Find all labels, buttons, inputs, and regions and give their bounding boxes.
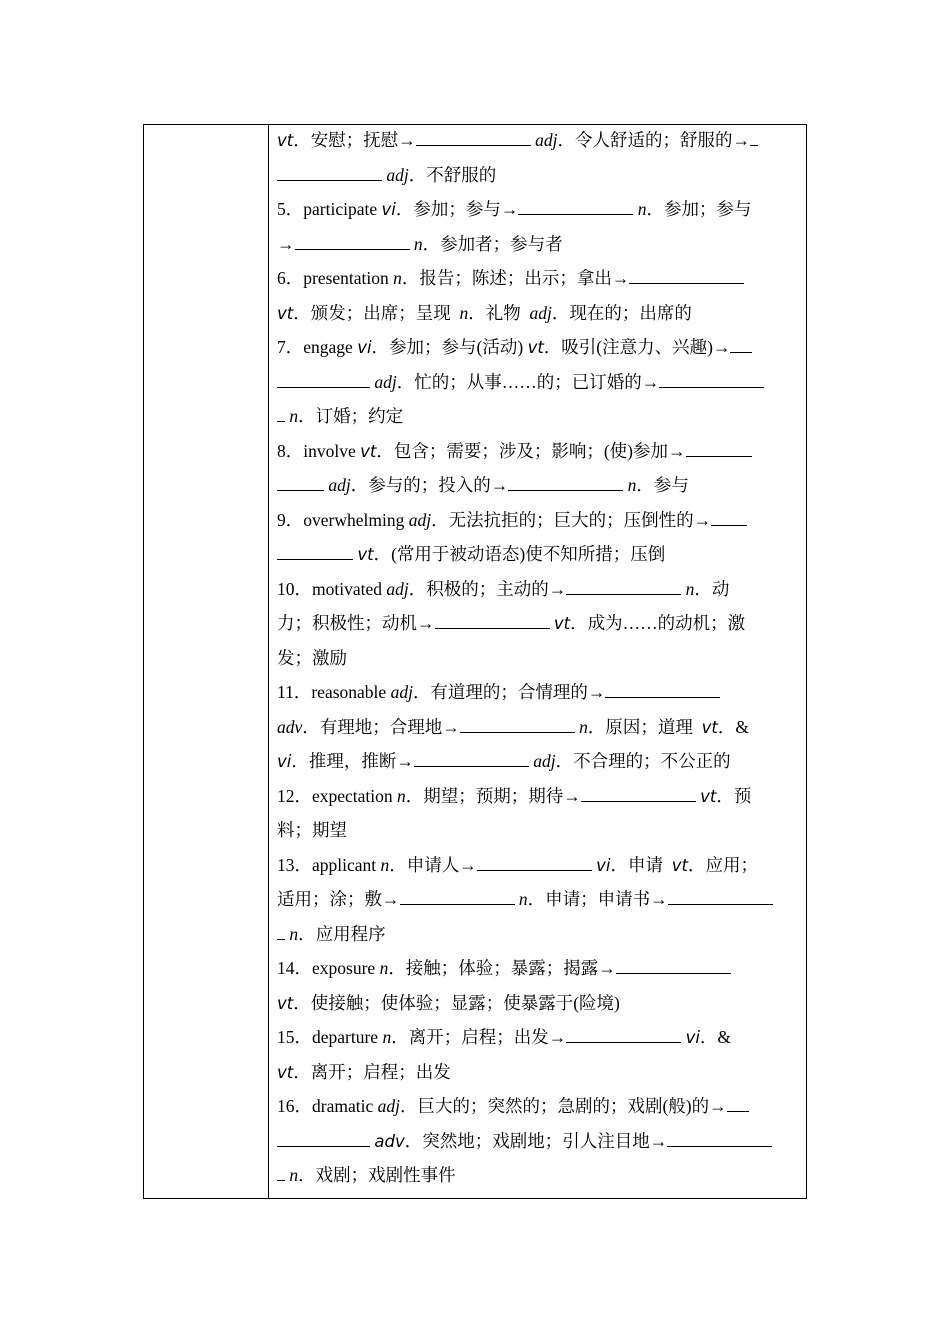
entry-line: 7．engage vi．参加；参与(活动) vt．吸引(注意力、兴趣)→ — [277, 334, 802, 369]
entry-line: 适用；涂；敷→ n．申请；申请书→ — [277, 886, 802, 921]
answer-blank[interactable] — [686, 441, 752, 457]
entry-line: vt．颁发；出席；呈现 n．礼物 adj．现在的；出席的 — [277, 302, 692, 323]
vocabulary-table — [143, 124, 807, 1199]
answer-blank[interactable] — [508, 475, 623, 491]
entry-line: vt．离开；启程；出发 — [277, 1061, 451, 1082]
entry-line: vt．使接触；使体验；显露；使暴露于(险境) — [277, 992, 620, 1013]
answer-blank[interactable] — [400, 889, 515, 905]
entry-line: → n．参加者；参与者 — [277, 233, 563, 254]
answer-blank[interactable] — [566, 1027, 681, 1043]
entry-line: 16．dramatic adj．巨大的；突然的；急剧的；戏剧(般)的→ — [277, 1093, 802, 1128]
entry-line: adv．有理地；合理地→ n．原因；道理 vt．& — [277, 716, 750, 737]
entry-line: 8．involve vt．包含；需要；涉及；影响；(使)参加→ — [277, 438, 802, 473]
answer-blank[interactable] — [667, 1131, 772, 1147]
table-right-cell — [277, 127, 802, 1197]
entry-line: 15．departure n．离开；启程；出发→ vi．& — [277, 1027, 732, 1047]
entry-line: 力；积极性；动机→ vt．成为……的动机；激 — [277, 613, 746, 633]
entry-line: 6．presentation n．报告；陈述；出示；拿出→ — [277, 265, 802, 300]
answer-blank[interactable] — [414, 751, 529, 767]
answer-blank[interactable] — [659, 372, 764, 388]
entry-line: n．应用程序 — [277, 921, 802, 956]
answer-blank[interactable] — [727, 1096, 749, 1112]
entry-line: vi．推理，推断→ adj．不合理的；不公正的 — [277, 751, 731, 771]
answer-blank[interactable] — [668, 889, 773, 905]
answer-blank[interactable] — [416, 130, 531, 146]
entry-line: n．订婚；约定 — [277, 403, 802, 438]
answer-blank[interactable] — [711, 510, 747, 526]
answer-blank[interactable] — [277, 165, 382, 181]
answer-blank[interactable] — [518, 199, 633, 215]
entry-line: vt．安慰；抚慰→ adj．令人舒适的；舒服的→ — [277, 127, 802, 162]
entry-line: adj．参与的；投入的→ n．参与 — [277, 472, 802, 507]
answer-blank[interactable] — [277, 475, 324, 491]
entry-line: 12．expectation n．期望；预期；期待→ vt．预 — [277, 785, 752, 806]
answer-blank[interactable] — [277, 1165, 285, 1181]
entry-line: adj．不舒服的 — [277, 162, 802, 197]
answer-blank[interactable] — [730, 337, 752, 353]
answer-blank[interactable] — [605, 682, 720, 698]
answer-blank[interactable] — [629, 268, 744, 284]
answer-blank[interactable] — [277, 372, 370, 388]
answer-blank[interactable] — [460, 717, 575, 733]
entry-line: 14．exposure n．接触；体验；暴露；揭露→ — [277, 955, 802, 990]
answer-blank[interactable] — [616, 958, 731, 974]
entry-line: 11．reasonable adj．有道理的；合情理的→ — [277, 679, 802, 714]
entry-line: adv．突然地；戏剧地；引人注目地→ — [277, 1128, 802, 1163]
entry-line: n．戏剧；戏剧性事件 — [277, 1162, 802, 1197]
answer-blank[interactable] — [277, 406, 285, 422]
answer-blank[interactable] — [477, 855, 592, 871]
answer-blank[interactable] — [581, 786, 696, 802]
entry-line: adj．忙的；从事……的；已订婚的→ — [277, 369, 802, 404]
answer-blank[interactable] — [277, 544, 353, 560]
entry-line: 料；期望 — [277, 820, 347, 840]
answer-blank[interactable] — [295, 234, 410, 250]
answer-blank[interactable] — [750, 130, 758, 146]
answer-blank[interactable] — [435, 613, 550, 629]
answer-blank[interactable] — [277, 1131, 370, 1147]
entry-line: 9．overwhelming adj．无法抗拒的；巨大的；压倒性的→ — [277, 507, 802, 542]
answer-blank[interactable] — [277, 924, 285, 940]
answer-blank[interactable] — [566, 579, 681, 595]
table-left-cell — [144, 125, 269, 1198]
entry-line: 5．participate vi．参加；参与→ n．参加；参与 — [277, 199, 752, 219]
entry-line: 13．applicant n．申请人→ vi．申请 vt．应用； — [277, 854, 758, 875]
entry-line: 发；激励 — [277, 647, 347, 668]
entry-line: 10．motivated adj．积极的；主动的→ n．动 — [277, 578, 730, 599]
entry-line: vt．(常用于被动语态)使不知所措；压倒 — [277, 541, 802, 576]
